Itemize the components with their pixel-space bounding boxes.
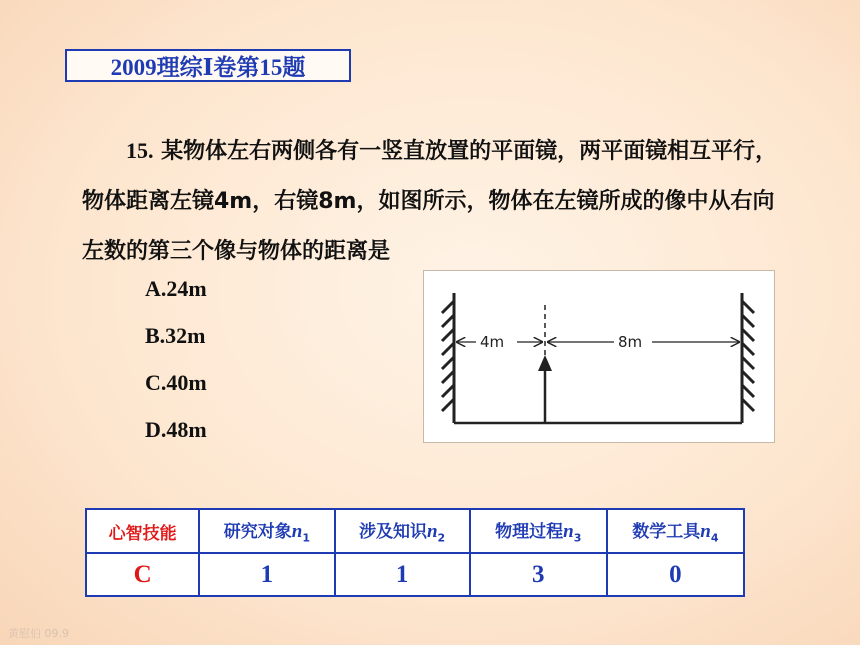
value-math-tool: 0	[607, 553, 744, 596]
header-math-tool: 数学工具$n_4$	[607, 509, 744, 553]
skill-analysis-table	[85, 508, 745, 597]
option-d: D.48m	[145, 417, 207, 442]
option-b: B.32m	[145, 323, 206, 348]
object-arrow	[538, 355, 552, 423]
label-8m: 8m	[618, 333, 643, 351]
label-4m: 4m	[480, 333, 505, 351]
option-c: C.40m	[145, 370, 207, 395]
right-mirror	[742, 293, 754, 423]
problem-number: 15.	[126, 138, 154, 163]
slide-title: 2009理综Ⅰ卷第15题	[65, 49, 351, 82]
value-physical-process: 3	[470, 553, 607, 596]
value-knowledge: 1	[335, 553, 470, 596]
problem-text: 某物体左右两侧各有一竖直放置的平面镜，两平面镜相互平行，物体距离左镜4m，右镜8m，如图所示，物体在左镜所成的像中从右向左数的第三个像与物体的距离是	[82, 139, 778, 264]
left-mirror	[442, 293, 454, 423]
header-knowledge: 涉及知识$n_2$	[335, 509, 470, 553]
value-research-object: 1	[199, 553, 334, 596]
problem-statement	[82, 126, 787, 277]
mirror-diagram	[423, 270, 775, 443]
table-value-row	[86, 553, 744, 596]
header-mental-skill: 心智技能	[86, 509, 199, 553]
value-mental-skill: C	[86, 553, 199, 596]
header-research-object: 研究对象$n_1$	[199, 509, 334, 553]
table-header-row	[86, 509, 744, 553]
mirror-diagram-svg	[424, 271, 774, 442]
watermark: 黄慰伯 09.9	[8, 627, 69, 640]
header-physical-process: 物理过程$n_3$	[470, 509, 607, 553]
option-a: A.24m	[145, 276, 207, 301]
